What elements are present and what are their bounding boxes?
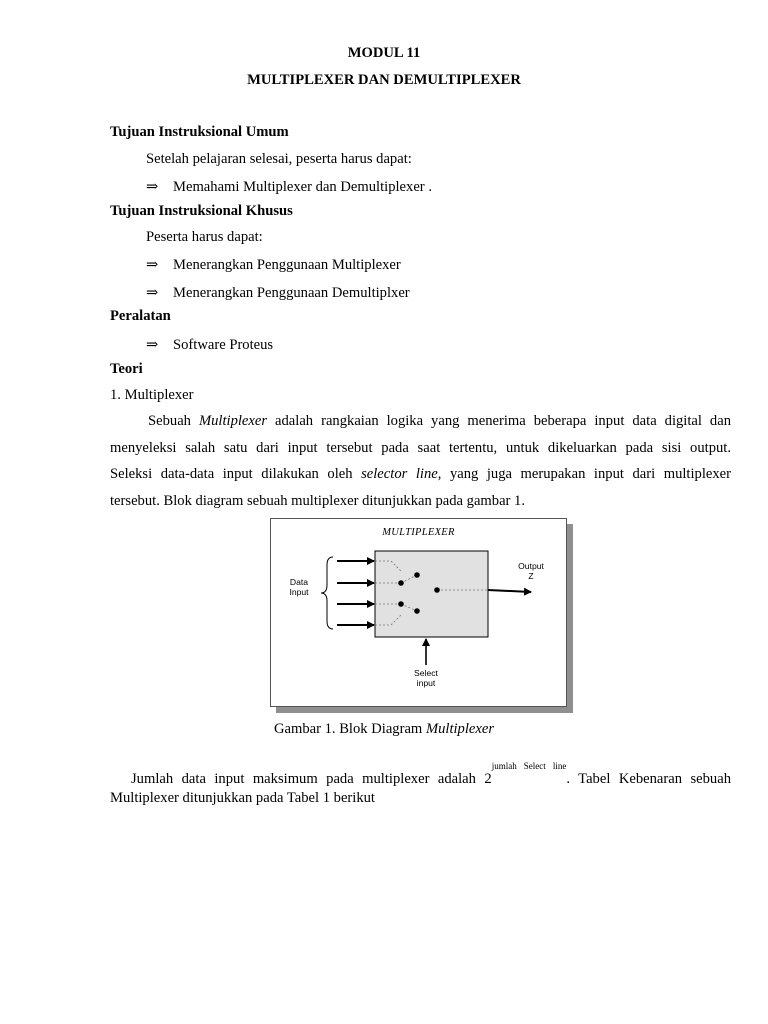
tiu-item-1: ⇒ Memahami Multiplexer dan Demultiplexer . bbox=[146, 179, 432, 195]
exponent-text: jumlah Select line bbox=[491, 761, 567, 771]
tik-item-1: ⇒ Menerangkan Penggunaan Multiplexer bbox=[146, 257, 401, 273]
tik-intro: Peserta harus dapat: bbox=[146, 229, 263, 245]
output-arrow bbox=[488, 590, 531, 592]
multiplexer-subheading: 1. Multiplexer bbox=[110, 387, 194, 403]
implies-arrow-icon: ⇒ bbox=[146, 337, 159, 353]
implies-arrow-icon: ⇒ bbox=[146, 285, 159, 301]
output-label: Output Z bbox=[518, 561, 544, 581]
switch-contact bbox=[398, 580, 404, 586]
switch-contact bbox=[398, 601, 404, 607]
diagram-title: MULTIPLEXER bbox=[382, 527, 455, 538]
switch-contact bbox=[414, 572, 420, 578]
teori-heading: Teori bbox=[110, 361, 143, 377]
paragraph-line: Sebuah Multiplexer adalah rangkaian logika yang menerima beberapa input data digital dan bbox=[148, 413, 731, 429]
figure-caption: Gambar 1. Blok Diagram Multiplexer bbox=[273, 721, 495, 737]
tik-heading: Tujuan Instruksional Khusus bbox=[110, 203, 293, 219]
tiu-heading: Tujuan Instruksional Umum bbox=[110, 124, 289, 140]
module-number: MODUL 11 bbox=[347, 45, 421, 61]
select-input-label: Select input bbox=[414, 668, 438, 688]
implies-arrow-icon: ⇒ bbox=[146, 179, 159, 195]
paragraph-line: Multiplexer ditunjukkan pada Tabel 1 berikut bbox=[110, 790, 375, 806]
multiplexer-block-diagram bbox=[270, 518, 567, 707]
implies-arrow-icon: ⇒ bbox=[146, 257, 159, 273]
max-input-paragraph bbox=[110, 757, 731, 808]
paragraph-line: menyeleksi salah satu dari input tersebut pada saat tertentu, untuk dikeluarkan pada sisi output. bbox=[110, 439, 731, 456]
document-title: MULTIPLEXER DAN DEMULTIPLEXER bbox=[247, 72, 521, 88]
tik-item-2: ⇒ Menerangkan Penggunaan Demultiplxer bbox=[146, 285, 410, 301]
tiu-intro: Setelah pelajaran selesai, peserta harus dapat: bbox=[146, 151, 412, 167]
switch-pivot bbox=[434, 587, 440, 593]
input-brace bbox=[321, 557, 333, 629]
multiplexer-paragraph bbox=[110, 408, 731, 514]
paragraph-line: Seleksi data-data input dilakukan oleh selector line, yang juga merupakan input dari multiplexer bbox=[110, 466, 732, 482]
paragraph-line: Jumlah data input maksimum pada multiplexer adalah $2^{jumlah Select line}$. Tabel Kebenaran sebuah bbox=[131, 761, 732, 787]
switch-contact bbox=[414, 608, 420, 614]
peralatan-heading: Peralatan bbox=[110, 308, 171, 324]
peralatan-item-1: ⇒ Software Proteus bbox=[146, 337, 274, 353]
paragraph-line: tersebut. Blok diagram sebuah multiplexer ditunjukkan pada gambar 1. bbox=[110, 492, 526, 509]
data-input-label: Data Input bbox=[289, 577, 309, 597]
